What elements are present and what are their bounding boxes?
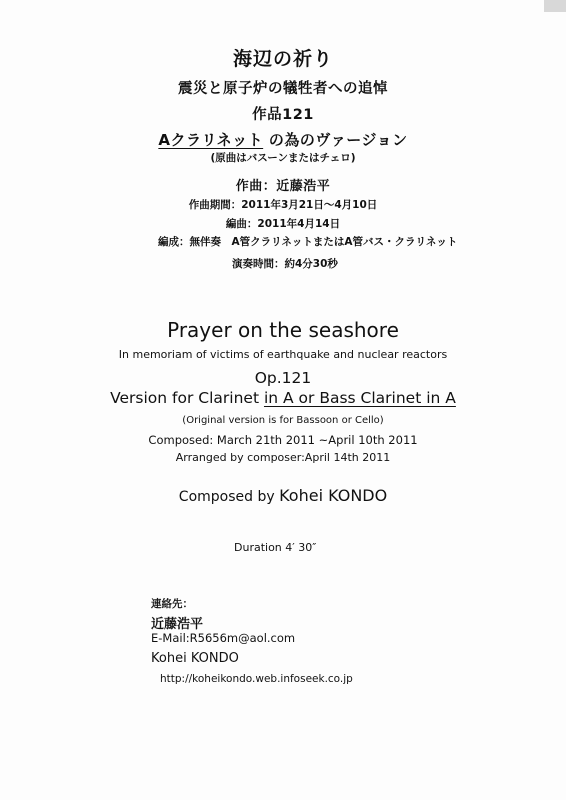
japanese-duration: 演奏時間：約4分30秒 (232, 258, 338, 270)
japanese-instrumentation: 編成：無伴奏 A管クラリネットまたはA管バス・クラリネット (158, 236, 458, 248)
composed-by-label: Composed by (178, 489, 275, 505)
english-opus: Op.121 (254, 369, 312, 387)
japanese-composer: 作曲：近藤浩平 (235, 179, 331, 194)
contact-heading: 連絡先： (151, 598, 193, 610)
english-version-prefix: Version for Clarinet (110, 389, 260, 407)
japanese-version (0, 129, 566, 150)
japanese-arranged-date: 編曲：2011年4月14日 (225, 218, 341, 230)
english-composed-by (0, 486, 566, 505)
japanese-version-suffix: の為のヴァージョン (268, 131, 408, 149)
japanese-composition-period: 作曲期間：2011年3月21日～4月10日 (188, 199, 378, 211)
composer-name: Kohei KONDO (279, 486, 388, 505)
japanese-version-instrument: Aクラリネット (158, 131, 264, 149)
english-composed-date: Composed: March 21th 2011 ~April 10th 2011 (148, 433, 418, 447)
japanese-subtitle: 震災と原子炉の犠牲者への追悼 (178, 81, 388, 97)
english-title: Prayer on the seashore (167, 318, 399, 342)
english-version-instruments: in A or Bass Clarinet in A (263, 389, 456, 407)
contact-name-japanese: 近藤浩平 (151, 617, 204, 632)
contact-name-english: Kohei KONDO (151, 651, 239, 666)
japanese-opus: 作品121 (252, 107, 314, 123)
english-original-note: (Original version is for Bassoon or Cello) (182, 415, 384, 426)
contact-url: http://koheikondo.web.infoseek.co.jp (160, 673, 353, 685)
scan-edge (544, 0, 566, 12)
english-arranged-date: Arranged by composer:April 14th 2011 (175, 451, 391, 464)
contact-email: E-Mail:R5656m@aol.com (151, 631, 296, 645)
english-subtitle: In memoriam of victims of earthquake and nuclear reactors (118, 348, 448, 361)
english-duration: Duration 4′ 30″ (234, 541, 317, 554)
japanese-title: 海辺の祈り (232, 48, 333, 70)
english-version (0, 389, 566, 407)
japanese-original-note: (原曲はバスーンまたはチェロ) (210, 152, 356, 164)
